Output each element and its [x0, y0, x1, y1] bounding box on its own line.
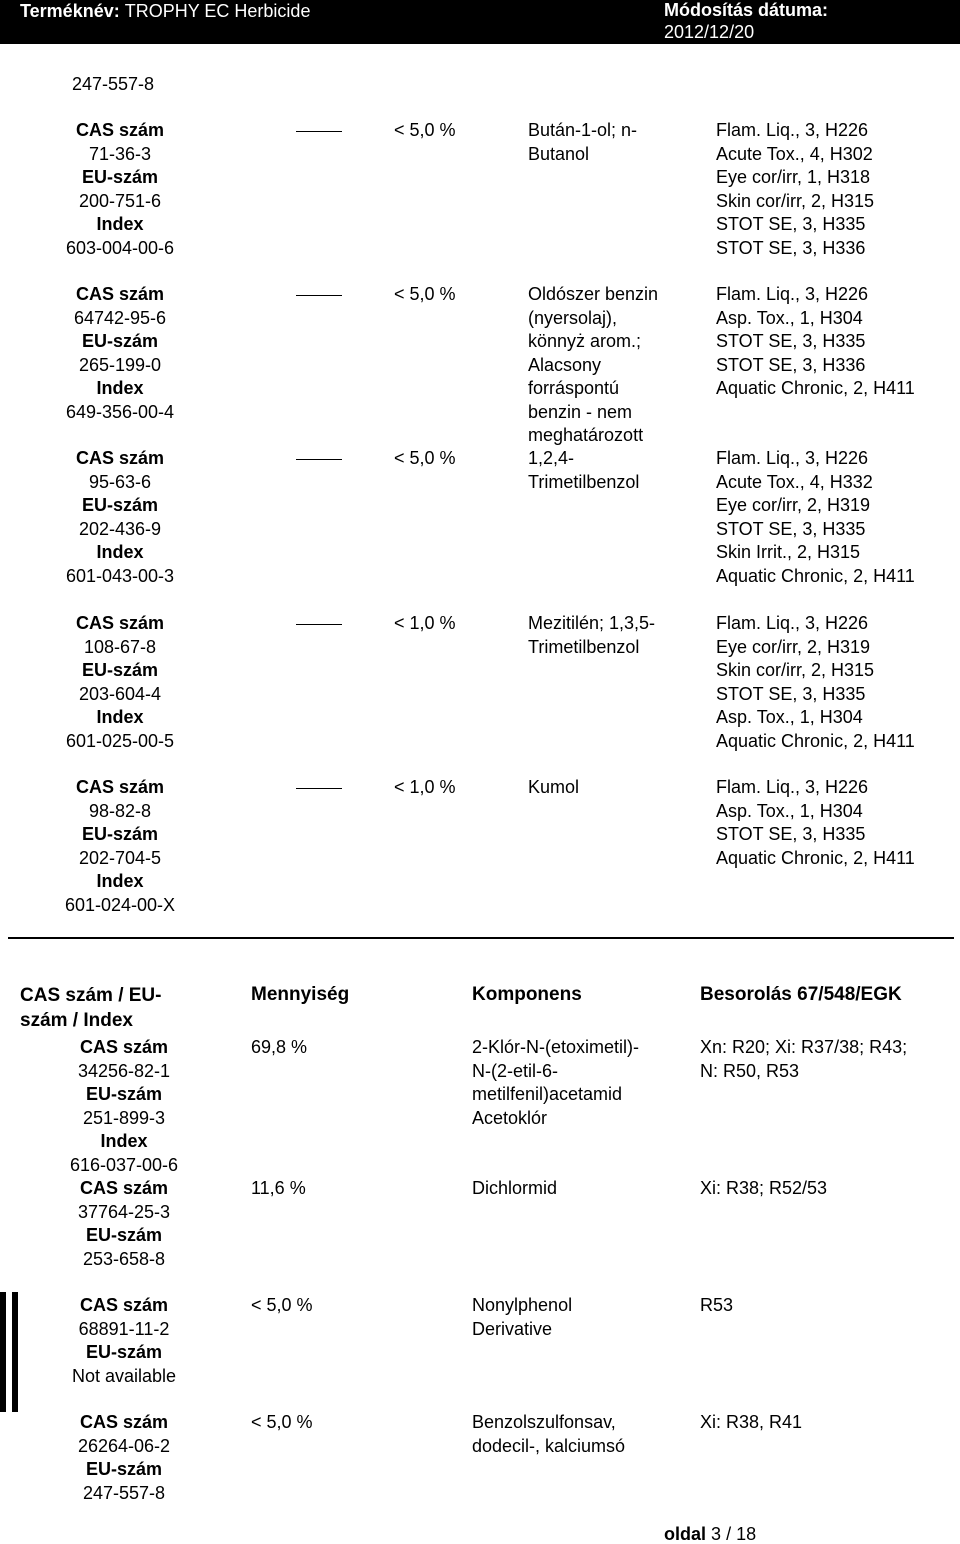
- classification-cell: [716, 447, 915, 588]
- classification-line: Aquatic Chronic, 2, H411: [716, 730, 915, 751]
- identifier-label: CAS szám: [75, 448, 165, 468]
- identifier-value: 616-037-00-6: [69, 1154, 179, 1175]
- identifier-label: CAS szám: [75, 120, 165, 140]
- identifier-value: 95-63-6: [88, 471, 152, 492]
- continued-eu-number: 247-557-8: [72, 74, 155, 94]
- component-line: Acetoklór: [472, 1107, 548, 1128]
- classification-line: Flam. Liq., 3, H226: [716, 613, 869, 633]
- identifier-cell: [0, 119, 240, 260]
- identifier-cell: [0, 612, 240, 753]
- page-separator: /: [726, 1524, 732, 1544]
- quantity-cell: 69,8 %: [251, 1037, 308, 1057]
- classification-line: STOT SE, 3, H335: [716, 331, 866, 351]
- component-cell: [472, 1411, 692, 1458]
- header-quantity: Mennyiség: [251, 984, 350, 1005]
- identifier-cell: [0, 1411, 248, 1505]
- identifier-value: 26264-06-2: [77, 1435, 171, 1456]
- classification-line: Skin cor/irr, 2, H315: [716, 660, 875, 680]
- identifier-value: 251-899-3: [82, 1107, 166, 1128]
- identifier-value: 601-024-00-X: [64, 894, 176, 915]
- dash-marker: [296, 788, 342, 789]
- identifier-value: 71-36-3: [88, 143, 152, 164]
- classification-line: STOT SE, 3, H335: [716, 518, 866, 539]
- classification-line: STOT SE, 3, H335: [716, 214, 866, 234]
- component-line: benzin - nem: [528, 401, 633, 422]
- dash-marker: [296, 295, 342, 296]
- page-footer: [664, 1523, 756, 1544]
- classification-cell: [700, 1036, 907, 1083]
- identifier-value: 108-67-8: [83, 636, 157, 657]
- classification-line: Xn: R20; Xi: R37/38; R43;: [700, 1037, 908, 1057]
- page-header: [0, 0, 960, 44]
- classification-cell: [700, 1177, 827, 1201]
- component-cell: [528, 612, 688, 659]
- header-classification: Besorolás 67/548/EGK: [700, 984, 902, 1005]
- classification-cell: [716, 283, 915, 401]
- classification-line: Flam. Liq., 3, H226: [716, 120, 869, 140]
- identifier-label: Index: [96, 542, 144, 562]
- component-cell: [472, 1294, 692, 1341]
- identifier-label: CAS szám: [75, 613, 165, 633]
- change-marker-bar: [0, 1292, 6, 1412]
- component-line: metilfenil)acetamid: [472, 1084, 623, 1104]
- identifier-label: EU-szám: [81, 167, 159, 187]
- identifier-label: CAS szám: [75, 284, 165, 304]
- component-cell: [528, 119, 688, 166]
- identifier-label: Index: [96, 378, 144, 398]
- page-label: oldal: [664, 1524, 707, 1544]
- product-value: TROPHY EC Herbicide: [124, 1, 311, 21]
- quantity-cell: < 1,0 %: [394, 777, 456, 797]
- identifier-label: EU-szám: [85, 1459, 163, 1479]
- identifier-label: EU-szám: [81, 660, 159, 680]
- component-line: dodecil-, kalciumsó: [472, 1435, 626, 1456]
- component-line: Bután-1-ol; n-: [528, 120, 638, 140]
- classification-line: Acute Tox., 4, H332: [716, 471, 873, 492]
- identifier-value: Not available: [71, 1365, 177, 1386]
- classification-line: STOT SE, 3, H336: [716, 354, 866, 375]
- identifier-label: CAS szám: [79, 1295, 169, 1315]
- header-ids-line1: CAS szám / EU-: [20, 985, 162, 1006]
- classification-line: Flam. Liq., 3, H226: [716, 284, 869, 304]
- component-line: Benzolszulfonsav,: [472, 1412, 616, 1432]
- component-line: könnyż arom.;: [528, 331, 642, 351]
- identifier-value: 253-658-8: [82, 1248, 166, 1269]
- identifier-value: 98-82-8: [88, 800, 152, 821]
- quantity-cell: < 5,0 %: [394, 120, 456, 140]
- identifier-cell: [0, 1177, 248, 1271]
- component-line: Trimetilbenzol: [528, 471, 640, 492]
- component-line: Kumol: [528, 777, 580, 797]
- identifier-cell: [0, 283, 240, 424]
- component-line: Alacsony: [528, 354, 602, 375]
- identifier-value: 34256-82-1: [77, 1060, 171, 1081]
- identifier-value: 649-356-00-4: [65, 401, 175, 422]
- identifier-cell: [0, 1036, 248, 1177]
- change-marker-bar: [12, 1292, 18, 1412]
- classification-cell: [716, 119, 874, 260]
- classification-line: Aquatic Chronic, 2, H411: [716, 565, 915, 586]
- classification-line: Skin cor/irr, 2, H315: [716, 190, 875, 211]
- identifier-cell: [0, 447, 240, 588]
- identifier-label: Index: [96, 214, 144, 234]
- identifier-label: CAS szám: [79, 1037, 169, 1057]
- identifier-label: EU-szám: [81, 824, 159, 844]
- component-line: Oldószer benzin: [528, 284, 659, 304]
- quantity-cell: < 5,0 %: [394, 284, 456, 304]
- quantity-cell: < 1,0 %: [394, 613, 456, 633]
- identifier-label: Index: [96, 707, 144, 727]
- classification-line: Xi: R38, R41: [700, 1412, 803, 1432]
- quantity-cell: < 5,0 %: [251, 1295, 313, 1315]
- classification-line: R53: [700, 1295, 734, 1315]
- component-line: (nyersolaj),: [528, 307, 618, 328]
- identifier-cell: [0, 1294, 248, 1388]
- classification-line: Acute Tox., 4, H302: [716, 143, 873, 164]
- identifier-label: CAS szám: [79, 1178, 169, 1198]
- identifier-label: Index: [96, 871, 144, 891]
- identifier-label: EU-szám: [85, 1225, 163, 1245]
- identifier-value: 68891-11-2: [78, 1318, 170, 1339]
- identifier-value: 601-043-00-3: [65, 565, 175, 586]
- component-cell: [472, 1036, 692, 1130]
- component-line: 2-Klór-N-(etoximetil)-: [472, 1037, 640, 1057]
- component-line: Derivative: [472, 1318, 553, 1339]
- table-divider: [8, 937, 954, 939]
- component-line: 1,2,4-: [528, 448, 575, 468]
- component-cell: [528, 447, 688, 494]
- component-cell: [528, 283, 688, 448]
- identifier-label: CAS szám: [79, 1412, 169, 1432]
- identifier-value: 265-199-0: [78, 354, 162, 375]
- product-name: [20, 0, 310, 24]
- classification-line: Flam. Liq., 3, H226: [716, 777, 869, 797]
- quantity-cell: < 5,0 %: [251, 1412, 313, 1432]
- classification-line: Flam. Liq., 3, H226: [716, 448, 869, 468]
- classification-cell: [700, 1411, 802, 1435]
- component-cell: [528, 776, 688, 800]
- page-total: 18: [736, 1524, 757, 1544]
- identifier-value: 601-025-00-5: [65, 730, 175, 751]
- classification-cell: [716, 776, 915, 870]
- component-cell: [472, 1177, 692, 1201]
- component-line: forráspontú: [528, 378, 620, 398]
- classification-line: STOT SE, 3, H335: [716, 824, 866, 844]
- component-line: Mezitilén; 1,3,5-: [528, 613, 656, 633]
- identifier-value: 203-604-4: [78, 683, 162, 704]
- classification-line: Asp. Tox., 1, H304: [716, 800, 863, 821]
- header-component: Komponens: [472, 984, 582, 1005]
- classification-line: Xi: R38; R52/53: [700, 1178, 828, 1198]
- identifier-value: 37764-25-3: [77, 1201, 171, 1222]
- modified-date-label: Módosítás dátuma:: [664, 0, 829, 20]
- classification-line: N: R50, R53: [700, 1060, 800, 1081]
- identifier-value: 200-751-6: [78, 190, 162, 211]
- classification-cell: [716, 612, 915, 753]
- identifier-cell: [0, 776, 240, 917]
- quantity-cell: 11,6 %: [251, 1178, 306, 1198]
- component-line: Dichlormid: [472, 1178, 558, 1198]
- dash-marker: [296, 459, 342, 460]
- identifier-value: 603-004-00-6: [65, 237, 175, 258]
- modified-date-value: 2012/12/20: [664, 22, 755, 42]
- component-line: Butanol: [528, 143, 590, 164]
- classification-line: Eye cor/irr, 2, H319: [716, 495, 871, 515]
- header-ids-line2: szám / Index: [20, 1010, 133, 1031]
- product-label: Terméknév:: [20, 1, 120, 21]
- identifier-value: 247-557-8: [82, 1482, 166, 1503]
- component-line: meghatározott: [528, 425, 644, 445]
- classification-line: Eye cor/irr, 2, H319: [716, 636, 871, 657]
- identifier-label: EU-szám: [81, 331, 159, 351]
- classification-line: Asp. Tox., 1, H304: [716, 307, 863, 328]
- component-line: N-(2-etil-6-: [472, 1060, 559, 1081]
- header-ids: [20, 983, 240, 1033]
- identifier-value: 202-704-5: [78, 847, 162, 868]
- identifier-label: EU-szám: [85, 1084, 163, 1104]
- classification-cell: [700, 1294, 733, 1318]
- classification-line: Asp. Tox., 1, H304: [716, 707, 863, 727]
- identifier-value: 64742-95-6: [73, 307, 167, 328]
- identifier-label: EU-szám: [81, 495, 159, 515]
- identifier-label: EU-szám: [85, 1342, 163, 1362]
- classification-line: STOT SE, 3, H336: [716, 237, 866, 258]
- identifier-label: CAS szám: [75, 777, 165, 797]
- component-line: Trimetilbenzol: [528, 636, 640, 657]
- classification-line: Skin Irrit., 2, H315: [716, 542, 861, 562]
- identifier-label: Index: [100, 1131, 148, 1151]
- classification-line: Aquatic Chronic, 2, H411: [716, 847, 915, 868]
- component-line: Nonylphenol: [472, 1295, 573, 1315]
- classification-line: Aquatic Chronic, 2, H411: [716, 378, 915, 398]
- page-current: 3: [711, 1524, 722, 1544]
- classification-line: Eye cor/irr, 1, H318: [716, 167, 871, 187]
- dash-marker: [296, 624, 342, 625]
- identifier-value: 202-436-9: [78, 518, 162, 539]
- quantity-cell: < 5,0 %: [394, 448, 456, 468]
- dash-marker: [296, 131, 342, 132]
- classification-line: STOT SE, 3, H335: [716, 683, 866, 704]
